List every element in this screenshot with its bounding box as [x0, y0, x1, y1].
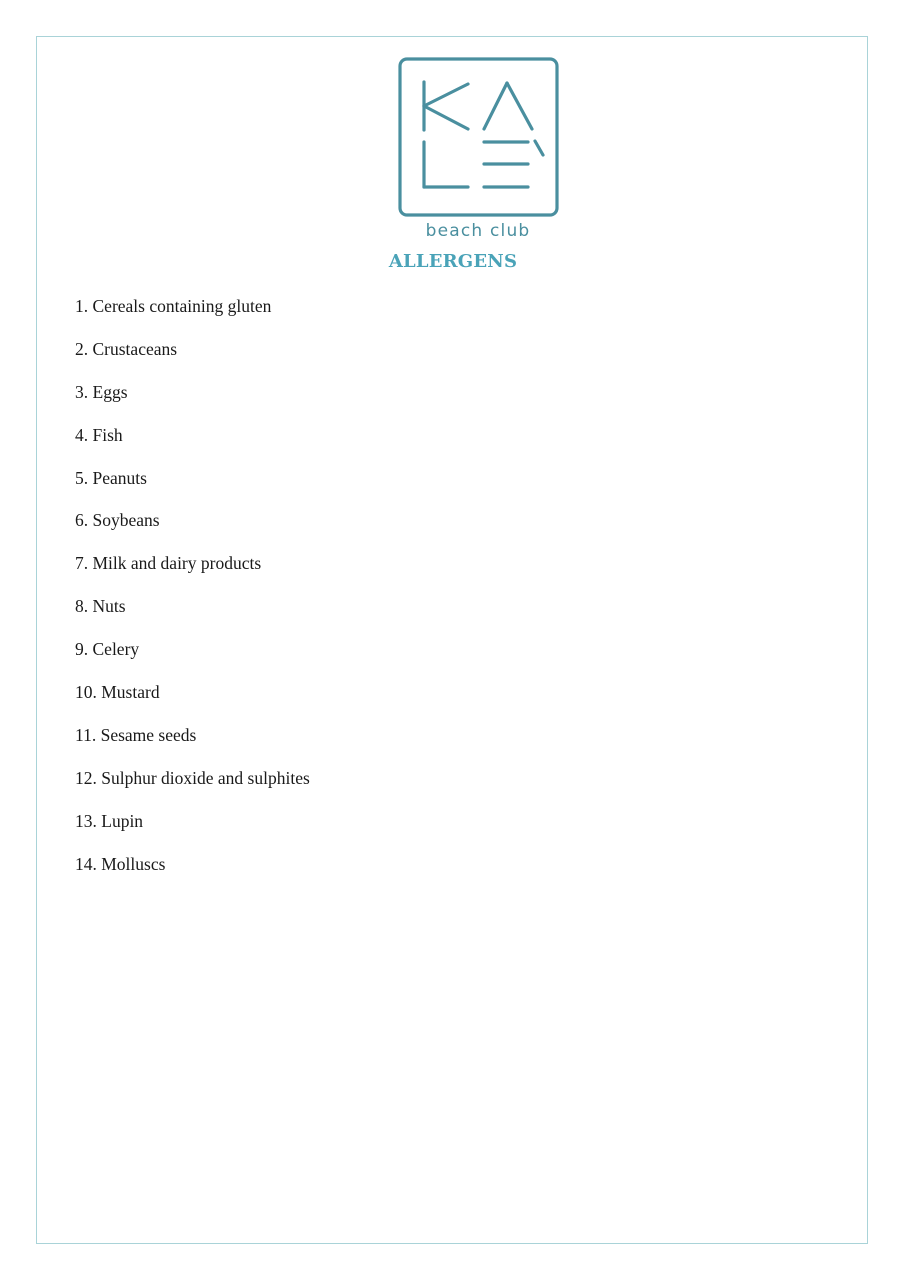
logo-letter-k [424, 82, 468, 130]
allergen-item: 5. Peanuts [75, 467, 147, 488]
logo-letter-a [484, 83, 532, 129]
allergen-item: 10. Mustard [75, 682, 160, 703]
kale-beach-club-logo [396, 56, 562, 242]
logo-tagline: beach club [425, 221, 531, 241]
allergen-item: 2. Crustaceans [75, 338, 178, 359]
allergen-item: 1. Cereals containing gluten [75, 296, 272, 316]
allergen-item: 12. Sulphur dioxide and sulphites [75, 767, 310, 788]
allergen-list [75, 292, 310, 892]
allergen-item: 3. Eggs [75, 381, 128, 402]
allergen-item: 11. Sesame seeds [75, 724, 197, 745]
allergen-item: 6. Soybeans [75, 510, 160, 531]
allergen-item: 9. Celery [75, 639, 140, 660]
logo-letter-e [484, 141, 543, 187]
logo-letter-l [424, 142, 468, 187]
allergen-item: 8. Nuts [75, 596, 126, 617]
allergen-item: 14. Molluscs [75, 853, 166, 874]
allergen-item: 7. Milk and dairy products [75, 553, 262, 574]
allergen-item: 13. Lupin [75, 810, 144, 831]
logo-mark-icon [396, 56, 562, 242]
allergen-item: 4. Fish [75, 424, 123, 445]
page-title: ALLERGENS [388, 251, 518, 272]
